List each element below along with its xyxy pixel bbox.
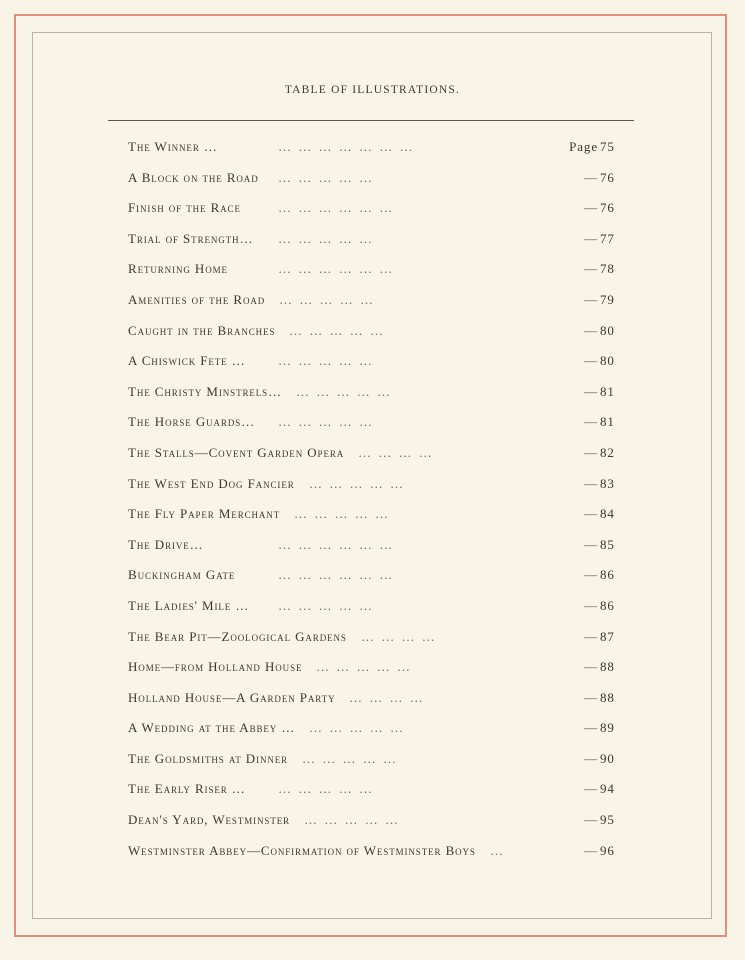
illustration-entry — [128, 748, 628, 779]
entry-title: The Goldsmiths at Dinner — [128, 750, 289, 766]
dot-leader: … … … … … — [309, 720, 405, 736]
page-number: 94 — [600, 781, 615, 797]
ditto-dash: — — [584, 353, 598, 369]
page-title: TABLE OF ILLUSTRATIONS. — [284, 84, 461, 96]
entry-title: The Early Riser … — [128, 781, 246, 797]
entry-title: Returning Home — [128, 261, 228, 277]
entry-title: Buckingham Gate — [128, 567, 236, 583]
ditto-dash: — — [584, 475, 598, 491]
dot-leader: … … … … … — [304, 812, 400, 828]
illustration-entry — [128, 656, 628, 687]
page-number: 76 — [600, 169, 615, 185]
dot-leader: … … … … … — [279, 291, 375, 307]
dot-leader: … — [490, 842, 505, 858]
illustration-entry — [128, 136, 628, 167]
illustration-entry — [128, 564, 628, 595]
illustration-entry — [128, 289, 628, 320]
ditto-dash: — — [584, 750, 598, 766]
ditto-dash: — — [584, 230, 598, 246]
dot-leader: … … … … … — [316, 659, 412, 675]
ditto-dash: — — [584, 383, 598, 399]
illustration-entry — [128, 381, 628, 412]
page-number: 86 — [600, 567, 615, 583]
dot-leader: … … … … … … — [278, 536, 395, 552]
page-number: 79 — [600, 291, 615, 307]
dot-leader: … … … … … — [278, 781, 374, 797]
dot-leader: … … … … … — [289, 322, 385, 338]
entry-title: Trial of Strength… — [128, 230, 254, 246]
illustration-entry — [128, 320, 628, 351]
entry-title: Home—from Holland House — [128, 659, 303, 675]
entry-title: Dean's Yard, Westminster — [128, 812, 291, 828]
page-number: 75 — [600, 139, 615, 154]
page-number: 87 — [600, 628, 615, 644]
page-number: 90 — [600, 750, 615, 766]
page-number: 95 — [600, 812, 615, 828]
entry-title: A Chiswick Fete … — [128, 353, 246, 369]
entry-title: The Fly Paper Merchant — [128, 506, 281, 522]
ditto-dash: — — [584, 659, 598, 675]
ditto-dash: — — [584, 720, 598, 736]
ditto-dash: — — [584, 444, 598, 460]
illustration-entry — [128, 442, 628, 473]
page-number: 88 — [600, 689, 615, 705]
ditto-dash: — — [584, 200, 598, 216]
illustration-entry — [128, 687, 628, 718]
illustration-entry — [128, 228, 628, 259]
entry-title: A Block on the Road — [128, 169, 259, 185]
dot-leader: … … … … — [361, 628, 437, 644]
dot-leader: … … … … … — [278, 414, 374, 430]
page-number: 89 — [600, 720, 615, 736]
ditto-dash: — — [584, 506, 598, 522]
ditto-dash: — — [584, 628, 598, 644]
entry-title: The Winner … — [128, 139, 218, 154]
ditto-dash: — — [584, 689, 598, 705]
dot-leader: … … … … … — [309, 475, 405, 491]
illustration-entry — [128, 258, 628, 289]
dot-leader: … … … … … — [278, 353, 374, 369]
dot-leader: … … … … … — [278, 597, 374, 613]
entry-title: The Stalls—Covent Garden Opera — [128, 444, 345, 460]
page-number: 86 — [600, 597, 615, 613]
ditto-dash: — — [584, 414, 598, 430]
dot-leader: … … … … … — [278, 169, 374, 185]
dot-leader: … … … … … — [302, 750, 398, 766]
dot-leader: … … … … … — [278, 230, 374, 246]
page-number: 76 — [600, 200, 615, 216]
entry-title: The Horse Guards… — [128, 414, 256, 430]
illustration-entry — [128, 626, 628, 657]
illustration-entry — [128, 350, 628, 381]
ditto-dash: — — [584, 261, 598, 277]
entry-title: The Ladies' Mile … — [128, 597, 250, 613]
ditto-dash: — — [584, 781, 598, 797]
ditto-dash: — — [584, 169, 598, 185]
dot-leader: … … … … … … — [278, 200, 395, 216]
entry-title: Caught in the Branches — [128, 322, 276, 338]
entry-title: Westminster Abbey—Confirmation of Westminster Boys — [128, 842, 476, 858]
ditto-dash: — — [584, 291, 598, 307]
dot-leader: … … … … … … — [278, 567, 395, 583]
page-word: Page — [569, 139, 598, 154]
page-number: 80 — [600, 322, 615, 338]
ditto-dash: — — [584, 322, 598, 338]
illustration-entry — [128, 411, 628, 442]
ditto-dash: — — [584, 567, 598, 583]
dot-leader: … … … … … … … — [278, 139, 415, 154]
entry-title: Holland House—A Garden Party — [128, 689, 336, 705]
illustration-entry — [128, 534, 628, 565]
illustration-entry — [128, 717, 628, 748]
page-number: 84 — [600, 506, 615, 522]
illustration-entry — [128, 809, 628, 840]
page-number: 80 — [600, 353, 615, 369]
ditto-dash: — — [584, 536, 598, 552]
dot-leader: … … … … — [349, 689, 425, 705]
page-number: 96 — [600, 842, 615, 858]
page-number: 81 — [600, 414, 615, 430]
entry-title: A Wedding at the Abbey … — [128, 720, 296, 736]
ditto-dash: — — [584, 812, 598, 828]
illustration-list — [128, 136, 628, 870]
illustration-entry — [128, 778, 628, 809]
entry-title: Finish of the Race — [128, 200, 241, 216]
page-number: 81 — [600, 383, 615, 399]
page-number: 88 — [600, 659, 615, 675]
entry-title: Amenities of the Road — [128, 291, 266, 307]
page-number: 83 — [600, 475, 615, 491]
page-number: 78 — [600, 261, 615, 277]
illustration-entry — [128, 473, 628, 504]
dot-leader: … … … … — [358, 444, 434, 460]
illustration-entry — [128, 595, 628, 626]
ditto-dash: — — [584, 597, 598, 613]
dot-leader: … … … … … — [296, 383, 392, 399]
entry-title: The Bear Pit—Zoological Gardens — [128, 628, 347, 644]
entry-title: The West End Dog Fancier — [128, 475, 295, 491]
title-rule — [108, 120, 634, 121]
illustration-entry — [128, 197, 628, 228]
page-number: 85 — [600, 536, 615, 552]
page-number: 77 — [600, 230, 615, 246]
illustration-entry — [128, 840, 628, 871]
dot-leader: … … … … … … — [278, 261, 395, 277]
entry-title: The Drive… — [128, 536, 204, 552]
illustration-entry — [128, 167, 628, 198]
illustration-entry — [128, 503, 628, 534]
ditto-dash: — — [584, 842, 598, 858]
page-number: 82 — [600, 444, 615, 460]
dot-leader: … … … … … — [294, 506, 390, 522]
entry-title: The Christy Minstrels… — [128, 383, 282, 399]
